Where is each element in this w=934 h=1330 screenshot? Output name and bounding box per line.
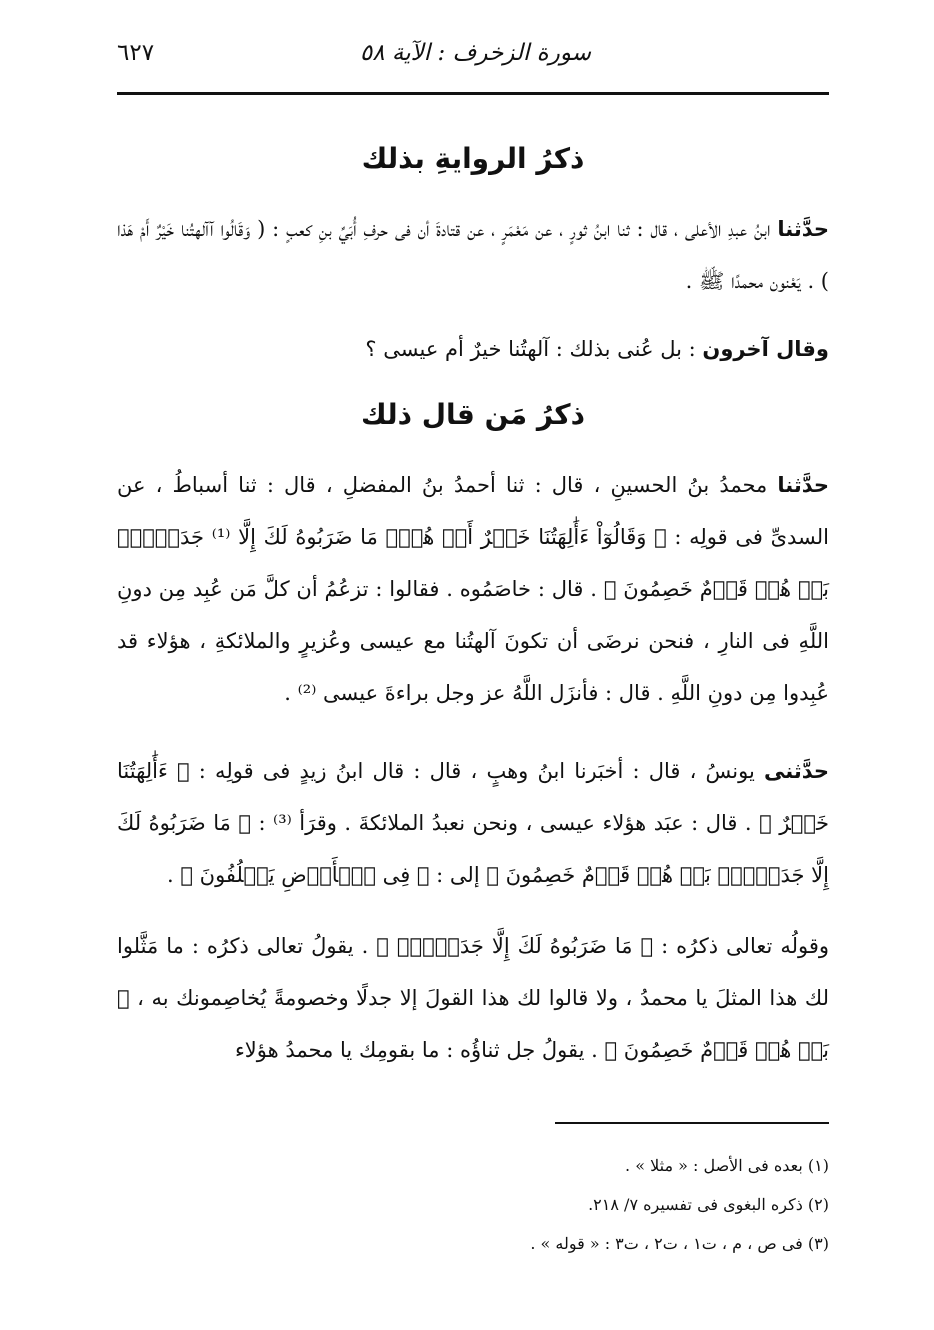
paragraph-1-text: ابنُ عبدِ الأعلى ، قال : ثنا ابنُ ثورٍ ، عن مَعْمَرٍ ، عن قتادةَ أن فى حرفِ أُبَيِّ بنِ كعبٍ : ( وَقَالُوا آآلهتُنا خَيْرٌ أَمْ هَذا ) . يَعْنون محمدًا ﷺ . — [117, 217, 829, 293]
paragraph-4-text: يونسُ ، قال : أخبَرنا ابنُ وهبٍ ، قال : قال ابنُ زيدٍ فى قولِه : ﴿ ءَأَٰلِهَتُنَا خَيۡرٌ ﴾ . قال : عبَد هؤلاء عيسى ، ونحن نعبدُ الملائكةَ . وقرَأ ⁽³⁾ : ﴿ مَا ضَرَبُوهُ لَكَ إِلَّا جَدَلَۢاۚ بَلۡ هُمۡ قَوۡمٌ خَصِمُونَ ﴾ إلى : ﴿ فِى ٱلۡأَرۡضِ يَخۡلُفُونَ ﴾ . — [117, 759, 829, 887]
paragraph-4-lead: حدَّثنى — [764, 759, 829, 783]
paragraph-1 — [117, 203, 829, 307]
footnote-1: (١) بعده فى الأصل : « مثلا » . — [625, 1156, 829, 1175]
paragraph-3-lead: حدَّثنا — [777, 473, 829, 497]
paragraph-2-lead: وقال آخرون — [702, 337, 829, 361]
page-number: ٦٢٧ — [117, 40, 155, 66]
paragraph-3-text: محمدُ بنُ الحسينِ ، قال : ثنا أحمدُ بنُ المفضلِ ، قال : ثنا أسباطُ ، عن السدىِّ فى قولِه : ﴿ وَقَالُوٓاْ ءَأَٰلِهَتُنَا خَيۡرٌ أَمۡ هُوَۚ مَا ضَرَبُوهُ لَكَ إِلَّا ⁽¹⁾ جَدَلَۢاۚ بَلۡ هُمۡ قَوۡمٌ خَصِمُونَ ﴾ . قال : خاصَمُوه . فقالوا : تزعُمُ أن كلَّ مَن عُبِد مِن دونِ اللَّهِ فى النارِ ، فنحن نرضَى أن تكونَ آلهتُنا مع عيسى وعُزيرٍ والملائكةِ ، هؤلاء قد عُبِدوا مِن دونِ اللَّهِ . قال : فأنزَل اللَّهُ عز وجل براءةَ عيسى ⁽²⁾ . — [117, 473, 829, 705]
section-heading-2: ذكرُ مَن قال ذلك — [361, 398, 585, 431]
header-rule — [117, 92, 829, 95]
paragraph-4 — [117, 745, 829, 901]
paragraph-5-text: وقولُه تعالى ذكرُه : ﴿ مَا ضَرَبُوهُ لَكَ إِلَّا جَدَلَۢاۚ ﴾ . يقولُ تعالى ذكرُه : ما مَثَّلوا لك هذا المثلَ يا محمدُ ، ولا قالوا لك هذا القولَ إلا جدلًا وخصومةً يُخاصِمونك به ، ﴿ بَلۡ هُمۡ قَوۡمٌ خَصِمُونَ ﴾ . يقولُ جل ثناؤُه : ما بقومِك يا محمدُ هؤلاء — [117, 934, 829, 1062]
paragraph-2 — [117, 323, 829, 375]
footnote-3: (٣) فى ص ، م ، ت١ ، ت٢ ، ت٣ : « قوله » . — [530, 1234, 829, 1253]
page-header — [117, 38, 829, 84]
paragraph-3 — [117, 459, 829, 719]
footnote-rule — [555, 1122, 829, 1124]
paragraph-2-text: : بل عُنى بذلك : آلهتُنا خيرٌ أم عيسى ؟ — [365, 337, 703, 361]
paragraph-1-lead: حدَّثنا — [777, 217, 829, 241]
paragraph-5 — [117, 920, 829, 1076]
running-title: سورة الزخرف : الآية ٥٨ — [359, 40, 591, 66]
footnote-2: (٢) ذكره البغوى فى تفسيره ٧/ ٢١٨. — [588, 1195, 829, 1214]
section-heading-1: ذكرُ الروايةِ بذلك — [361, 142, 585, 175]
